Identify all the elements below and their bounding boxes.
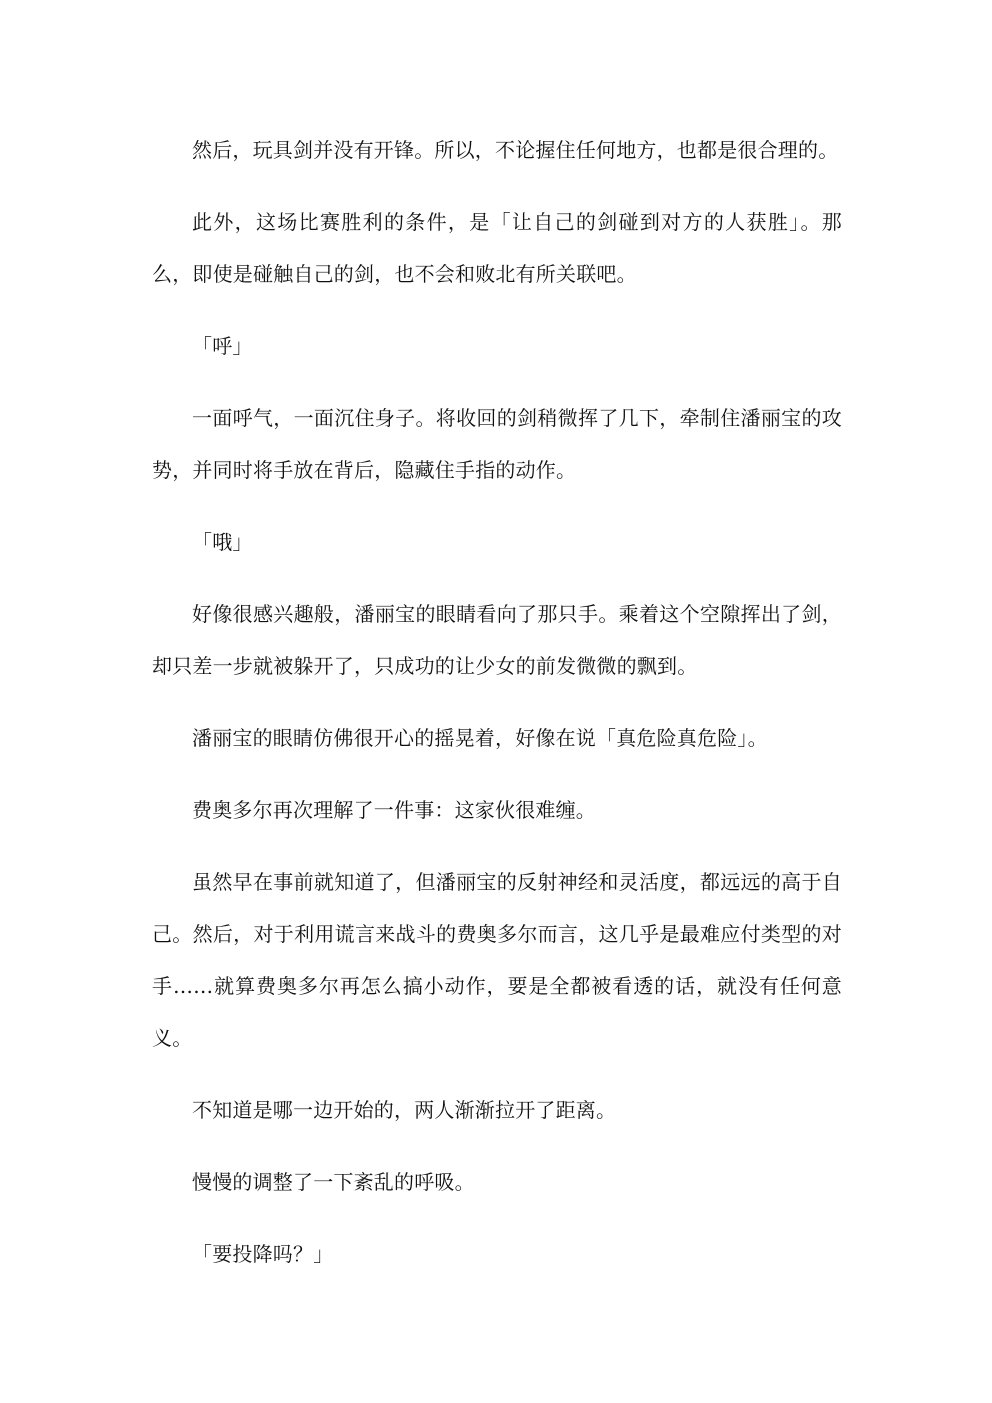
body-text xyxy=(152,124,842,1300)
paragraph: 「呼」 xyxy=(192,334,253,358)
paragraph: 不知道是哪一边开始的，两人渐渐拉开了距离。 xyxy=(192,1098,617,1122)
paragraph: 费奥多尔再次理解了一件事：这家伙很难缠。 xyxy=(192,798,596,822)
paragraph: 此外，这场比赛胜利的条件，是「让自己的剑碰到对方的人获胜」。那么，即使是碰触自己的剑，也不会和败北有所关联吧。 xyxy=(152,210,842,286)
paragraph: 「要投降吗？」 xyxy=(192,1242,334,1266)
paragraph: 慢慢的调整了一下紊乱的呼吸。 xyxy=(192,1170,475,1194)
paragraph: 一面呼气，一面沉住身子。将收回的剑稍微挥了几下，牵制住潘丽宝的攻势，并同时将手放在背后，隐藏住手指的动作。 xyxy=(152,406,842,482)
paragraph: 然后，玩具剑并没有开锋。所以，不论握住任何地方，也都是很合理的。 xyxy=(192,138,839,162)
paragraph: 虽然早在事前就知道了，但潘丽宝的反射神经和灵活度，都远远的高于自己。然后，对于利用谎言来战斗的费奥多尔而言，这几乎是最难应付类型的对手……就算费奥多尔再怎么搞小动作，要是全都被看透的话，就没有任何意义。 xyxy=(152,870,842,1050)
paragraph: 「哦」 xyxy=(192,530,253,554)
paragraph: 潘丽宝的眼睛仿佛很开心的摇晃着，好像在说「真危险真危险」。 xyxy=(192,726,768,750)
paragraph: 好像很感兴趣般，潘丽宝的眼睛看向了那只手。乘着这个空隙挥出了剑，却只差一步就被躲开了，只成功的让少女的前发微微的飘到。 xyxy=(152,602,842,678)
